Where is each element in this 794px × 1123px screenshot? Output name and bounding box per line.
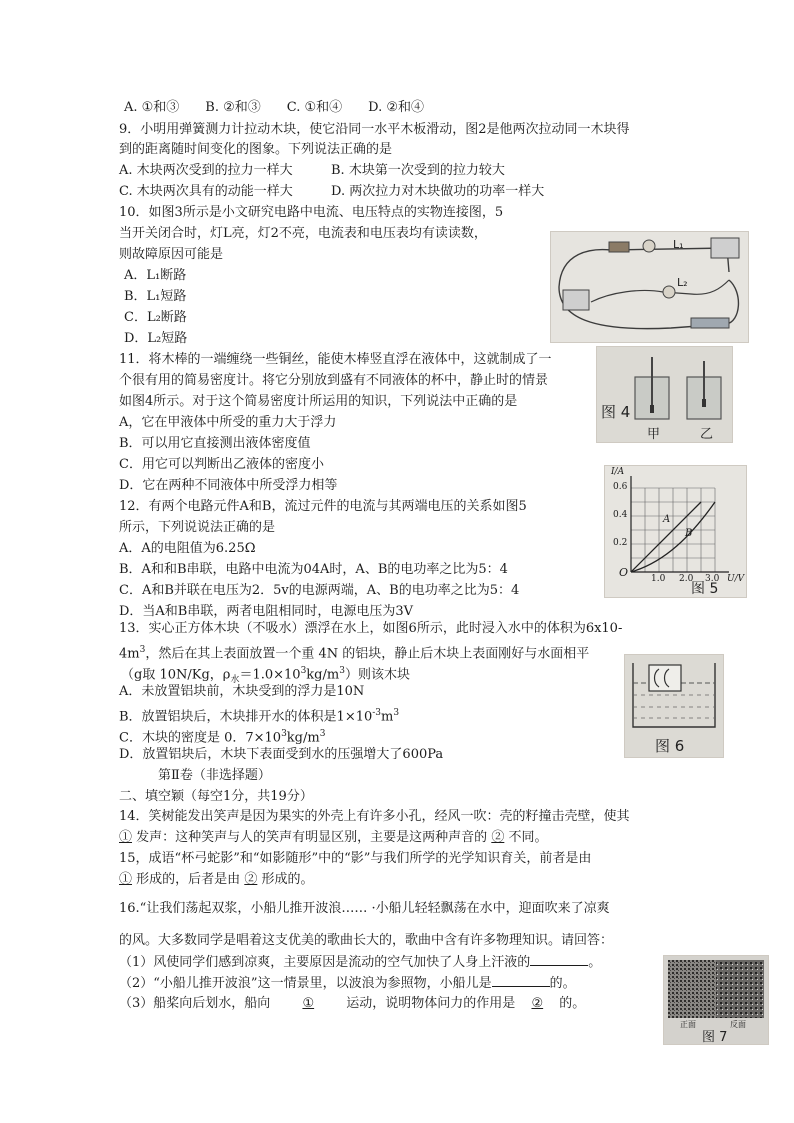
q15-blank-1[interactable]: ① — [119, 872, 133, 887]
q13-option-c-unit: kg/m — [286, 730, 320, 746]
q11-stem-line3: 如图4所示。对于这个简易密度计所运用的知识，下列说法中正确的是 — [119, 394, 518, 409]
q16-line2: 的风。大多数同学是唱着这支优美的歌曲长大的，歌曲中含有许多物理知识。请回答： — [119, 933, 614, 948]
fig5-ytick-2: 0.4 — [613, 510, 628, 520]
q12-option-b: B．A和和B串联，电路中电流为04A时，A、B的电功率之比为5：4 — [119, 562, 508, 577]
q8-options: A. ①和③ B. ②和③ C. ①和④ D. ②和④ — [124, 100, 425, 115]
q10-option-c: C．L₂断路 — [124, 310, 187, 325]
fig5-curve-b-label: B — [685, 528, 693, 539]
q13-rho-val: ＝1.0×10 — [239, 667, 301, 683]
q13-stem-line1 — [119, 620, 622, 638]
q9-stem-line2: 到的距离随时间变化的图象。下列说法正确的是 — [119, 142, 393, 157]
q10-stem-line1: 10．如图3所示是小文研究电路中电流、电压特点的实物连接图，5 — [119, 205, 504, 220]
q10-option-d: D．L₂短路 — [124, 331, 188, 346]
q12-stem-line2: 所示，下列说说法正确的是 — [119, 520, 276, 535]
bulb-l1-icon — [643, 240, 655, 252]
q16-sub3-end: 的。 — [559, 996, 586, 1011]
q10-stem-line3: 则故障原因可能是 — [119, 247, 224, 262]
q16-sub1-text: （1）风使同学们感到凉爽，主要原因是流动的空气加快了人身上汗液的 — [119, 955, 531, 970]
q16-sub2 — [119, 974, 576, 993]
q13-exp-sign: - — [617, 621, 623, 636]
fig5-ytick-3: 0.2 — [613, 538, 628, 548]
q14-line2-text: 发声：这种笑声与人的笑声有明显区别，主要是这两种声音的 — [136, 830, 488, 845]
voltmeter-icon — [563, 290, 589, 310]
q13-option-c-unit-exp: 3 — [319, 729, 326, 739]
q11-option-b: B．可以用它直接测出液体密度值 — [119, 436, 311, 451]
q12-stem-line1: 12．有两个电路元件A和B，流过元件的电流与其两端电压的关系如图5 — [119, 499, 527, 514]
q16-sub3-blank-2[interactable]: ② — [531, 996, 544, 1011]
q13-rho-unit: kg/m — [306, 667, 340, 683]
q12-option-d: D．当A和B串联，两者电阻相同时，电源电压为3V — [119, 604, 414, 619]
q13-unit-cube: 3 — [139, 645, 146, 655]
q13-option-b-exp: -3 — [372, 708, 382, 718]
q14-line1: 14．笑树能发出笑声是因为果实的外壳上有许多小孔，经风一吹：壳的籽撞击壳壁，使其 — [119, 809, 630, 824]
q13-rho-unit-exp: 3 — [339, 666, 345, 676]
q9-stem-line1: 9．小明用弹簧测力计拉动木块，使它沿同一水平木板滑动，图2是他两次拉动同一木块得 — [119, 122, 630, 137]
figure-6-block-in-water — [624, 654, 724, 758]
q13-stem-line3-end: ）则该木块 — [344, 667, 410, 683]
q15-line1: 15，成语“杯弓蛇影”和“如影随形”中的“影”与我们所学的光学知识育关，前者是由 — [119, 851, 592, 866]
q13-option-d: D．放置铝块后，木块下表面受到水的压强增大了600Pa — [119, 747, 444, 762]
q16-sub2-text: （2）“小船儿推开波浪”这一情景里，以波浪为参照物，小船儿是 — [119, 976, 492, 991]
q13-option-b-unit-exp: 3 — [393, 708, 400, 718]
q13-option-c — [119, 725, 325, 747]
switch-icon — [609, 242, 629, 252]
q16-sub3 — [119, 995, 585, 1013]
fig5-xtick-1: 1.0 — [651, 574, 666, 584]
fig5-xtick-2: 2.0 — [679, 574, 694, 584]
q15-blank-2[interactable]: ② — [244, 872, 258, 887]
fig5-xtick-3: 3.0 — [705, 574, 720, 584]
ammeter-icon — [711, 238, 739, 258]
q11-option-d: D．它在两种不同液体中所受浮力相等 — [119, 478, 338, 493]
q15-line2-text: 形成的，后者是由 — [136, 872, 241, 887]
q13-option-c-exp: 3 — [281, 729, 287, 739]
q15-line2-end: 形成的。 — [261, 872, 314, 887]
q11-stem-line2: 个很有用的简易密度计。将它分别放到盛有不同液体的杯中，静止时的情景 — [119, 373, 549, 388]
q10-option-b: B．L₁短路 — [124, 289, 187, 304]
q13-option-b — [119, 704, 399, 726]
q13-option-c-text: C．木块的密度是 0．7×10 — [119, 730, 282, 746]
q13-g-rho: （g取 10N/Kg，ρ — [121, 667, 231, 683]
section2-heading: 二、填空颖（每空1分，共19分） — [119, 789, 313, 804]
q9-option-a: A. 木块两次受到的拉力一样大 — [119, 163, 293, 178]
fig7-back-label: 反面 — [730, 1020, 746, 1029]
q16-sub3-text-b: 运动，说明物体问力的作用是 — [346, 996, 516, 1011]
q10-option-a: A．L₁断路 — [124, 268, 187, 283]
figure-7-surfaces — [663, 955, 769, 1045]
fig5-curve-a-label: A — [663, 514, 671, 525]
q16-sub2-end: 的。 — [549, 976, 576, 991]
q15-line2 — [119, 871, 313, 889]
q9-option-c: C. 木块两次具有的动能一样大 — [119, 184, 293, 199]
figure-5-iu-graph — [604, 465, 747, 598]
q13-option-b-unit: m — [381, 709, 394, 725]
fig4-cup-jia-label: 甲 — [647, 427, 661, 442]
front-surface-icon — [668, 960, 716, 1018]
fig4-cup-yi-label: 乙 — [700, 427, 714, 442]
q9-option-b: B. 木块第一次受到的拉力较大 — [331, 163, 505, 178]
q13-option-a: A．未放置铝块前，木块受到的浮力是10N — [119, 684, 365, 699]
back-surface-icon — [716, 960, 764, 1018]
fig6-caption: 图 6 — [655, 737, 685, 755]
q16-sub1 — [119, 953, 601, 972]
fig5-x-axis-label: U/V — [727, 574, 745, 584]
q16-sub2-blank[interactable] — [492, 974, 550, 987]
fig7-caption: 图 7 — [702, 1030, 728, 1045]
q13-unit-m: m — [127, 646, 140, 662]
figure-3-circuit — [550, 231, 749, 343]
q12-option-a: A．A的电阻值为6.25Ω — [119, 541, 256, 556]
fig5-caption: 图 5 — [691, 581, 719, 597]
q13-rho-sub: 水 — [230, 674, 240, 685]
q16-sub1-blank[interactable] — [530, 953, 588, 966]
q12-option-c: C．A和B并联在电压为2．5v的电源两端，A、B的电功率之比为5：4 — [119, 583, 520, 598]
q11-option-a: A，它在甲液体中所受的重力大于浮力 — [119, 415, 337, 430]
fig5-y-axis-label: I/A — [611, 467, 625, 477]
q13-exp-digit: 4 — [119, 646, 128, 662]
q9-option-d: D. 两次拉力对木块做功的功率一样大 — [331, 184, 545, 199]
fig4-caption: 图 4 — [601, 403, 631, 421]
q14-blank-1[interactable]: ① — [119, 830, 133, 845]
circuit-drawing — [551, 232, 748, 342]
q16-line1: 16.“让我们荡起双浆，小船儿推开波浪…… ·小船儿轻轻飘荡在水中，迎面吹来了凉爽 — [119, 901, 610, 916]
q14-line2-end: 不同。 — [508, 830, 548, 845]
q14-blank-2[interactable]: ② — [491, 830, 505, 845]
q10-stem-line2: 当开关闭合时，灯L亮，灯2不亮，电流表和电压表均有读读数， — [119, 226, 487, 241]
bulb-l2-icon — [663, 286, 675, 298]
q13-stem-line2 — [119, 641, 589, 663]
q13-rho-exp: 3 — [300, 666, 307, 676]
q16-sub3-text-a: （3）船桨向后划水，船向 — [119, 996, 271, 1011]
q13-stem-line2-text: ，然后在其上表面放置一个重 4N 的铝块，静止后木块上表面刚好与水面相平 — [145, 646, 590, 662]
part2-title: 第Ⅱ卷（非选择题） — [158, 768, 271, 783]
q16-sub1-end: 。 — [588, 955, 602, 970]
figure-4-cups — [596, 346, 733, 443]
fig3-label-l2: L₂ — [677, 276, 688, 289]
fig5-origin-label: O — [619, 566, 629, 579]
battery-icon — [691, 318, 729, 328]
fig5-ytick-1: 0.6 — [613, 482, 628, 492]
fig7-front-label: 正面 — [680, 1020, 696, 1029]
q13-stem-line1-text: 13．实心正方体木块（不吸水）漂浮在水上，如图6所示，此时浸入水中的体积为6x10 — [119, 621, 618, 636]
q13-option-b-text: B．放置铝块后，木块排开水的体积是1×10 — [119, 709, 373, 725]
fig3-label-l1: L₁ — [673, 238, 684, 251]
q14-line2 — [119, 829, 547, 847]
q11-option-c: C．用它可以判断出乙液体的密度小 — [119, 457, 324, 472]
q11-stem-line1: 11．将木棒的一端缠绕一些铜丝，能使木棒竖直浮在液体中，这就制成了一 — [119, 352, 552, 367]
q16-sub3-blank-1[interactable]: ① — [302, 996, 315, 1011]
